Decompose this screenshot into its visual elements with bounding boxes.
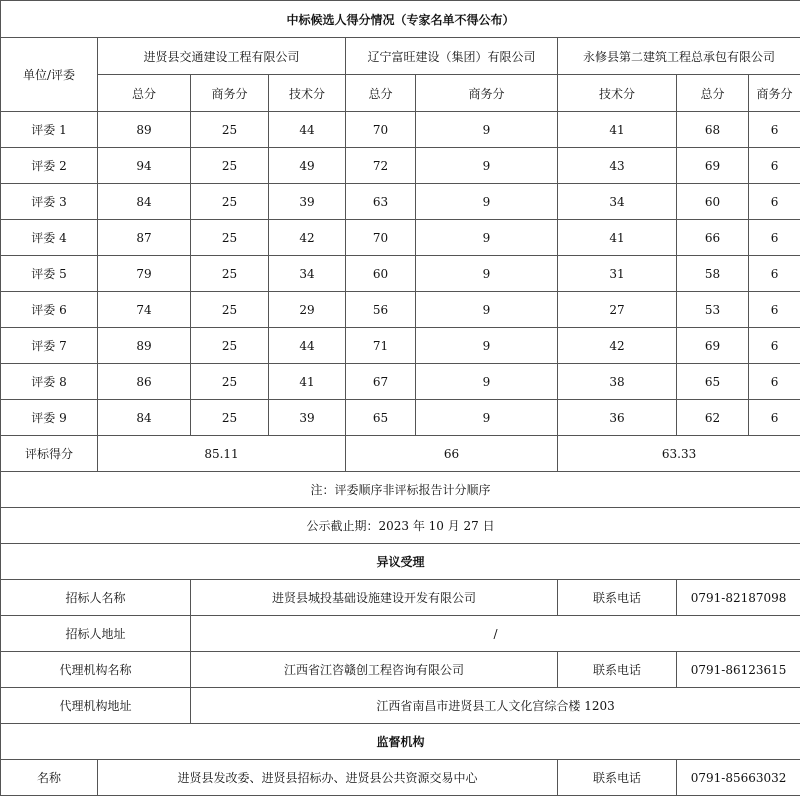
table-row	[1, 256, 800, 292]
score-cell: 66	[677, 220, 749, 256]
supervision-name: 进贤县发改委、进贤县招标办、进贤县公共资源交易中心	[98, 760, 558, 796]
score-cell: 9	[416, 184, 558, 220]
company-1-header: 进贤县交通建设工程有限公司	[98, 38, 346, 75]
score-cell: 53	[677, 292, 749, 328]
score-cell: 44	[269, 112, 346, 148]
score-cell: 68	[677, 112, 749, 148]
c2-technical-header: 技术分	[558, 75, 677, 112]
score-cell: 60	[677, 184, 749, 220]
c3-business-header: 商务分	[749, 75, 800, 112]
score-cell: 6	[749, 400, 800, 436]
score-cell: 25	[191, 328, 269, 364]
agency-address-row	[1, 688, 800, 724]
score-cell: 25	[191, 364, 269, 400]
unit-judge-header: 单位/评委	[1, 38, 98, 112]
score-cell: 65	[677, 364, 749, 400]
score-cell: 71	[346, 328, 416, 364]
score-cell: 6	[749, 364, 800, 400]
agency-row	[1, 652, 800, 688]
judge-label: 评委 8	[1, 364, 98, 400]
agency-phone: 0791-86123615	[677, 652, 800, 688]
supervision-row	[1, 760, 800, 796]
score-cell: 9	[416, 292, 558, 328]
judge-label: 评委 6	[1, 292, 98, 328]
table-row	[1, 148, 800, 184]
table-title: 中标候选人得分情况（专家名单不得公布）	[1, 1, 800, 38]
judge-label: 评委 5	[1, 256, 98, 292]
score-cell: 25	[191, 256, 269, 292]
score-cell: 9	[416, 328, 558, 364]
tenderer-row	[1, 580, 800, 616]
final-score-label: 评标得分	[1, 436, 98, 472]
score-cell: 6	[749, 328, 800, 364]
final-score-company-3: 63.33	[558, 436, 800, 472]
score-cell: 6	[749, 220, 800, 256]
score-cell: 6	[749, 112, 800, 148]
agency-address-label: 代理机构地址	[1, 688, 191, 724]
score-cell: 6	[749, 148, 800, 184]
objection-section-title: 异议受理	[1, 544, 800, 580]
score-cell: 34	[269, 256, 346, 292]
score-cell: 9	[416, 112, 558, 148]
score-cell: 65	[346, 400, 416, 436]
judge-label: 评委 3	[1, 184, 98, 220]
score-cell: 43	[558, 148, 677, 184]
score-cell: 49	[269, 148, 346, 184]
score-cell: 34	[558, 184, 677, 220]
score-cell: 25	[191, 292, 269, 328]
table-row	[1, 364, 800, 400]
score-cell: 29	[269, 292, 346, 328]
score-cell: 25	[191, 220, 269, 256]
judge-label: 评委 7	[1, 328, 98, 364]
supervision-section-title: 监督机构	[1, 724, 800, 760]
score-cell: 56	[346, 292, 416, 328]
score-cell: 42	[269, 220, 346, 256]
table-row	[1, 220, 800, 256]
score-cell: 9	[416, 220, 558, 256]
score-cell: 39	[269, 400, 346, 436]
score-cell: 94	[98, 148, 191, 184]
score-cell: 70	[346, 220, 416, 256]
company-header-row	[1, 38, 800, 75]
c2-total-header: 总分	[346, 75, 416, 112]
c1-business-header: 商务分	[191, 75, 269, 112]
tenderer-address-row	[1, 616, 800, 652]
score-cell: 31	[558, 256, 677, 292]
score-cell: 69	[677, 148, 749, 184]
score-cell: 67	[346, 364, 416, 400]
supervision-phone-label: 联系电话	[558, 760, 677, 796]
score-cell: 25	[191, 112, 269, 148]
score-cell: 60	[346, 256, 416, 292]
score-cell: 25	[191, 400, 269, 436]
table-row	[1, 328, 800, 364]
score-cell: 6	[749, 184, 800, 220]
score-cell: 42	[558, 328, 677, 364]
score-cell: 84	[98, 184, 191, 220]
c3-total-header: 总分	[677, 75, 749, 112]
score-cell: 79	[98, 256, 191, 292]
score-cell: 38	[558, 364, 677, 400]
final-score-row	[1, 436, 800, 472]
publicity-deadline: 公示截止期：2023 年 10 月 27 日	[1, 508, 800, 544]
score-cell: 9	[416, 364, 558, 400]
agency-name: 江西省江咨赣创工程咨询有限公司	[191, 652, 558, 688]
c1-technical-header: 技术分	[269, 75, 346, 112]
table-row	[1, 112, 800, 148]
table-row	[1, 400, 800, 436]
score-cell: 25	[191, 148, 269, 184]
score-cell: 9	[416, 400, 558, 436]
score-cell: 63	[346, 184, 416, 220]
score-cell: 6	[749, 292, 800, 328]
agency-name-label: 代理机构名称	[1, 652, 191, 688]
score-cell: 62	[677, 400, 749, 436]
score-cell: 6	[749, 256, 800, 292]
company-2-header: 辽宁富旺建设（集团）有限公司	[346, 38, 558, 75]
score-cell: 72	[346, 148, 416, 184]
agency-address: 江西省南昌市进贤县工人文化宫综合楼 1203	[191, 688, 800, 724]
score-cell: 70	[346, 112, 416, 148]
tenderer-phone: 0791-82187098	[677, 580, 800, 616]
score-cell: 89	[98, 112, 191, 148]
final-score-company-1: 85.11	[98, 436, 346, 472]
judge-label: 评委 1	[1, 112, 98, 148]
tenderer-address: /	[191, 616, 800, 652]
score-cell: 41	[558, 112, 677, 148]
tenderer-name: 进贤县城投基础设施建设开发有限公司	[191, 580, 558, 616]
score-cell: 69	[677, 328, 749, 364]
score-cell: 41	[269, 364, 346, 400]
c2-business-header: 商务分	[416, 75, 558, 112]
score-cell: 9	[416, 256, 558, 292]
tenderer-address-label: 招标人地址	[1, 616, 191, 652]
score-cell: 87	[98, 220, 191, 256]
score-cell: 84	[98, 400, 191, 436]
score-cell: 39	[269, 184, 346, 220]
score-cell: 41	[558, 220, 677, 256]
judge-label: 评委 9	[1, 400, 98, 436]
supervision-name-label: 名称	[1, 760, 98, 796]
score-cell: 25	[191, 184, 269, 220]
score-cell: 58	[677, 256, 749, 292]
supervision-phone: 0791-85663032	[677, 760, 800, 796]
final-score-company-2: 66	[346, 436, 558, 472]
score-cell: 36	[558, 400, 677, 436]
tenderer-phone-label: 联系电话	[558, 580, 677, 616]
judge-label: 评委 4	[1, 220, 98, 256]
table-row	[1, 292, 800, 328]
score-cell: 9	[416, 148, 558, 184]
c1-total-header: 总分	[98, 75, 191, 112]
table-row	[1, 184, 800, 220]
score-cell: 74	[98, 292, 191, 328]
judge-order-note: 注：评委顺序非评标报告计分顺序	[1, 472, 800, 508]
score-cell: 86	[98, 364, 191, 400]
judge-label: 评委 2	[1, 148, 98, 184]
agency-phone-label: 联系电话	[558, 652, 677, 688]
score-cell: 89	[98, 328, 191, 364]
score-cell: 44	[269, 328, 346, 364]
score-cell: 27	[558, 292, 677, 328]
tenderer-name-label: 招标人名称	[1, 580, 191, 616]
company-3-header: 永修县第二建筑工程总承包有限公司	[558, 38, 800, 75]
score-type-header-row	[1, 75, 800, 112]
